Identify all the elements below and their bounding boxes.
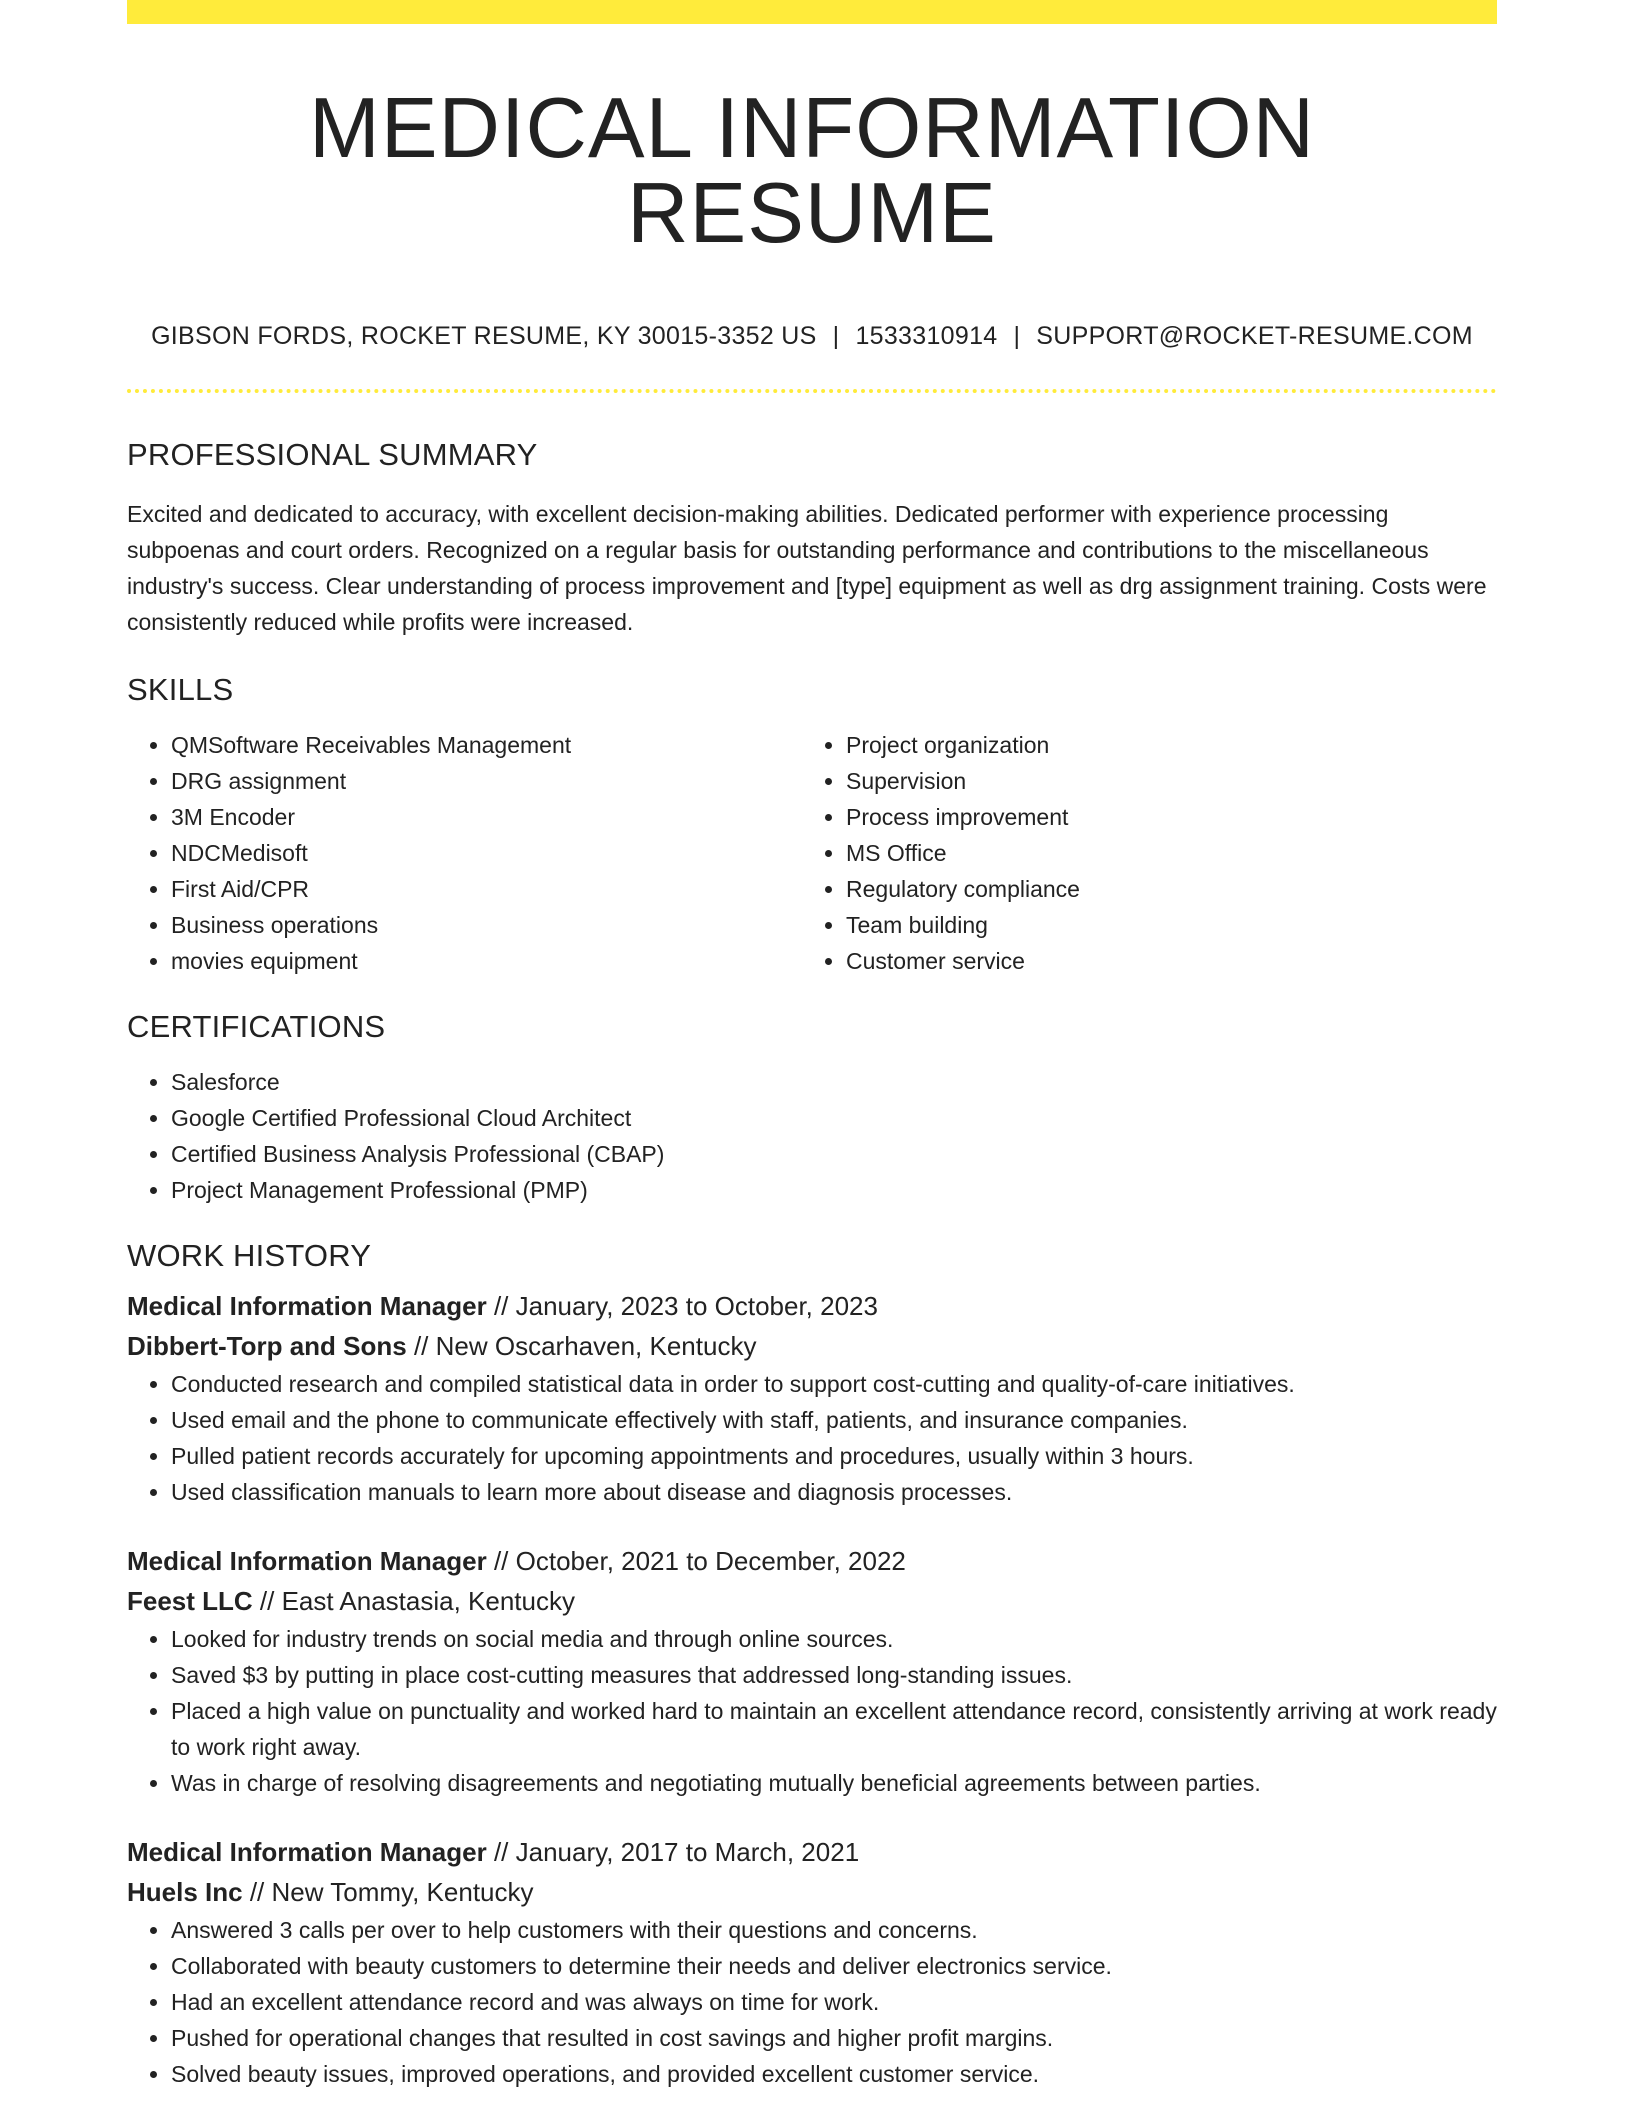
skills-column-left xyxy=(127,727,802,979)
skill-item: • movies equipment xyxy=(171,943,802,979)
job-company-line xyxy=(127,1581,1497,1621)
contact-separator: | xyxy=(832,322,840,350)
job-location: New Tommy, Kentucky xyxy=(271,1877,534,1907)
contact-phone: 1533310914 xyxy=(855,322,998,350)
job-entry xyxy=(127,1541,1497,1801)
job-bullet: • Pulled patient records accurately for upcoming appointments and procedures, usually within 3 hours. xyxy=(171,1438,1497,1474)
resume-page xyxy=(127,0,1497,2092)
job-bullets xyxy=(127,1366,1497,1510)
job-bullet: • Used email and the phone to communicate effectively with staff, patients, and insurance companies. xyxy=(171,1402,1497,1438)
contact-separator: | xyxy=(1013,322,1021,350)
skill-item: • First Aid/CPR xyxy=(171,871,802,907)
contact-address: GIBSON FORDS, ROCKET RESUME, KY 30015-3352 US xyxy=(151,322,817,350)
skills-columns xyxy=(127,727,1497,979)
certification-item: • Project Management Professional (PMP) xyxy=(171,1172,1497,1208)
skill-item: • NDCMedisoft xyxy=(171,835,802,871)
section-heading-summary: PROFESSIONAL SUMMARY xyxy=(127,437,538,472)
summary-section xyxy=(127,437,1497,640)
job-title-line xyxy=(127,1286,1497,1326)
certifications-list xyxy=(127,1064,1497,1208)
skills-section xyxy=(127,672,1497,979)
section-heading-certifications: CERTIFICATIONS xyxy=(127,1009,386,1044)
job-company: Feest LLC xyxy=(127,1586,253,1616)
job-company-line xyxy=(127,1872,1497,1912)
job-separator: // xyxy=(486,1291,516,1321)
skills-list-right xyxy=(802,727,1477,979)
contact-email[interactable]: SUPPORT@ROCKET-RESUME.COM xyxy=(1036,322,1473,350)
resume-title: MEDICAL INFORMATION RESUME xyxy=(309,81,1315,261)
job-dates: January, 2023 to October, 2023 xyxy=(515,1291,878,1321)
job-bullet: • Solved beauty issues, improved operations, and provided excellent customer service. xyxy=(171,2056,1497,2092)
certifications-section xyxy=(127,1009,1497,1208)
job-bullet: • Conducted research and compiled statistical data in order to support cost-cutting and quality-of-care initiatives. xyxy=(171,1366,1497,1402)
certification-item: • Certified Business Analysis Professional (CBAP) xyxy=(171,1136,1497,1172)
job-bullet: • Collaborated with beauty customers to determine their needs and deliver electronics service. xyxy=(171,1948,1497,1984)
job-title-line xyxy=(127,1832,1497,1872)
skill-item: • Team building xyxy=(846,907,1477,943)
skill-item: • Project organization xyxy=(846,727,1477,763)
job-bullet: • Saved $3 by putting in place cost-cutting measures that addressed long-standing issues. xyxy=(171,1657,1497,1693)
job-bullet: • Answered 3 calls per over to help customers with their questions and concerns. xyxy=(171,1912,1497,1948)
job-separator: // xyxy=(242,1877,272,1907)
skills-list-left xyxy=(127,727,802,979)
job-company-line xyxy=(127,1326,1497,1366)
job-location: East Anastasia, Kentucky xyxy=(281,1586,575,1616)
job-location: New Oscarhaven, Kentucky xyxy=(435,1331,757,1361)
job-dates: October, 2021 to December, 2022 xyxy=(515,1546,906,1576)
job-bullets xyxy=(127,1621,1497,1801)
top-accent-bar xyxy=(127,0,1497,24)
skill-item: • Business operations xyxy=(171,907,802,943)
skills-column-right xyxy=(802,727,1477,979)
job-bullets xyxy=(127,1912,1497,2092)
contact-line xyxy=(127,322,1497,351)
job-bullet: • Placed a high value on punctuality and worked hard to maintain an excellent attendance record, consistently arriving at work ready to work right away. xyxy=(171,1693,1497,1765)
job-entry xyxy=(127,1832,1497,2092)
skill-item: • MS Office xyxy=(846,835,1477,871)
certification-item: • Salesforce xyxy=(171,1064,1497,1100)
skill-item: • Customer service xyxy=(846,943,1477,979)
job-bullet: • Had an excellent attendance record and was always on time for work. xyxy=(171,1984,1497,2020)
job-bullet: • Pushed for operational changes that resulted in cost savings and higher profit margins. xyxy=(171,2020,1497,2056)
job-separator: // xyxy=(486,1837,516,1867)
job-bullet: • Was in charge of resolving disagreements and negotiating mutually beneficial agreements between parties. xyxy=(171,1765,1497,1801)
skill-item: • Supervision xyxy=(846,763,1477,799)
skill-item: • 3M Encoder xyxy=(171,799,802,835)
job-company: Dibbert-Torp and Sons xyxy=(127,1331,407,1361)
job-bullet: • Looked for industry trends on social media and through online sources. xyxy=(171,1621,1497,1657)
certification-item: • Google Certified Professional Cloud Architect xyxy=(171,1100,1497,1136)
job-separator: // xyxy=(406,1331,436,1361)
job-separator: // xyxy=(486,1546,516,1576)
job-separator: // xyxy=(252,1586,282,1616)
section-heading-work-history: WORK HISTORY xyxy=(127,1238,372,1273)
section-heading-skills: SKILLS xyxy=(127,672,234,707)
job-bullet: • Used classification manuals to learn more about disease and diagnosis processes. xyxy=(171,1474,1497,1510)
skill-item: • Regulatory compliance xyxy=(846,871,1477,907)
skill-item: • Process improvement xyxy=(846,799,1477,835)
job-title: Medical Information Manager xyxy=(127,1837,487,1867)
job-title-line xyxy=(127,1541,1497,1581)
skill-item: • QMSoftware Receivables Management xyxy=(171,727,802,763)
dotted-divider xyxy=(127,389,1497,393)
skill-item: • DRG assignment xyxy=(171,763,802,799)
work-history-section xyxy=(127,1238,1497,2092)
job-title: Medical Information Manager xyxy=(127,1546,487,1576)
job-dates: January, 2017 to March, 2021 xyxy=(515,1837,860,1867)
job-company: Huels Inc xyxy=(127,1877,243,1907)
summary-text: Excited and dedicated to accuracy, with excellent decision-making abilities. Dedicated performer with experience processing subpoenas and court orders. Recognized on a regular basis for outstanding performance and contributions to the miscellaneous industry's success. Clear understanding of process improvement and [type] equipment as well as drg assignment training. Costs were consistently reduced while profits were increased. xyxy=(127,501,1487,635)
job-title: Medical Information Manager xyxy=(127,1291,487,1321)
job-entry xyxy=(127,1286,1497,1510)
